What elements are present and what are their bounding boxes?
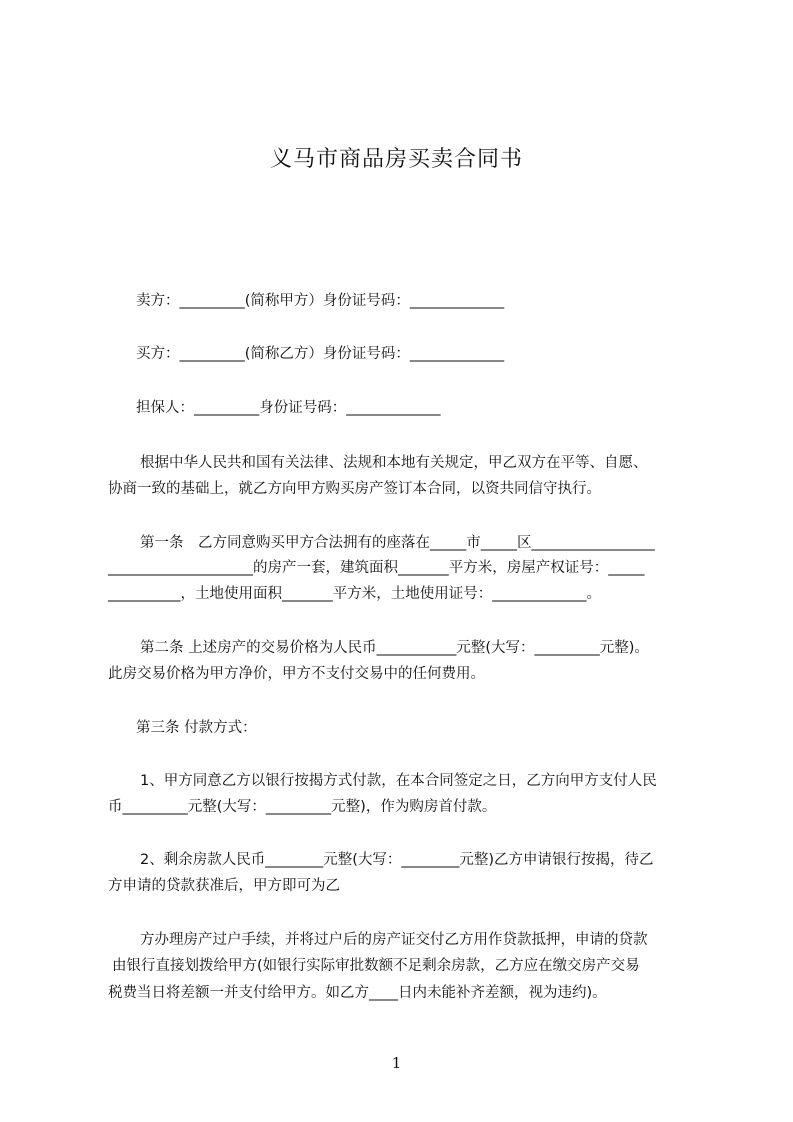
- payment-2-line-1: 2、剩余房款人民币________元整(大写：________元整)乙方申请银行按揭，待乙: [140, 852, 654, 868]
- article-2-line-1: 第二条 上述房产的交易价格为人民币___________元整(大写：_________元整)。: [140, 640, 649, 656]
- transfer-line-1: 方办理房产过户手续，并将过户后的房产证交付乙方用作贷款抵押，申请的贷款: [140, 932, 648, 948]
- document-title: 义马市商品房买卖合同书: [269, 147, 523, 172]
- article-1-line-3: __________，土地使用面积_______平方米，土地使用证号：_____________。: [108, 586, 601, 602]
- payment-1-line-1: 1、甲方同意乙方以银行按揭方式付款，在本合同签定之日，乙方向甲方支付人民: [140, 773, 657, 789]
- article-2-line-2: 此房交易价格为甲方净价，甲方不支付交易中的任何费用。: [108, 666, 485, 682]
- transfer-line-2: 由银行直接划拨给甲方(如银行实际审批数额不足剩余房款，乙方应在缴交房产交易: [112, 958, 640, 974]
- article-3-heading: 第三条 付款方式：: [136, 720, 257, 736]
- payment-1-line-2: 币_________元整(大写：_________元整)，作为购房首付款。: [108, 799, 497, 815]
- article-1-line-2: ____________________的房产一套，建筑面积_______平方米，房屋产权证号：_____: [108, 560, 645, 576]
- preamble-line-1: 根据中华人民共和国有关法律、法规和本地有关规定，甲乙双方在平等、自愿、: [140, 455, 648, 471]
- guarantor-line: 担保人：_________身份证号码：_____________: [136, 400, 441, 416]
- transfer-line-3: 税费当日将差额一并支付给甲方。如乙方____日内未能补齐差额，视为违约)。: [108, 985, 607, 1001]
- page-number: 1: [391, 1054, 402, 1072]
- seller-line: 卖方：_________(简称甲方）身份证号码：_____________: [136, 293, 505, 309]
- article-1-line-1: 第一条 乙方同意购买甲方合法拥有的座落在_____市_____区_________________: [140, 535, 655, 551]
- preamble-line-2: 协商一致的基础上，就乙方向甲方购买房产签订本合同，以资共同信守执行。: [108, 481, 601, 497]
- payment-2-line-2: 方申请的贷款获准后，甲方即可为乙: [108, 878, 340, 894]
- buyer-line: 买方：_________(简称乙方）身份证号码：_____________: [136, 346, 505, 362]
